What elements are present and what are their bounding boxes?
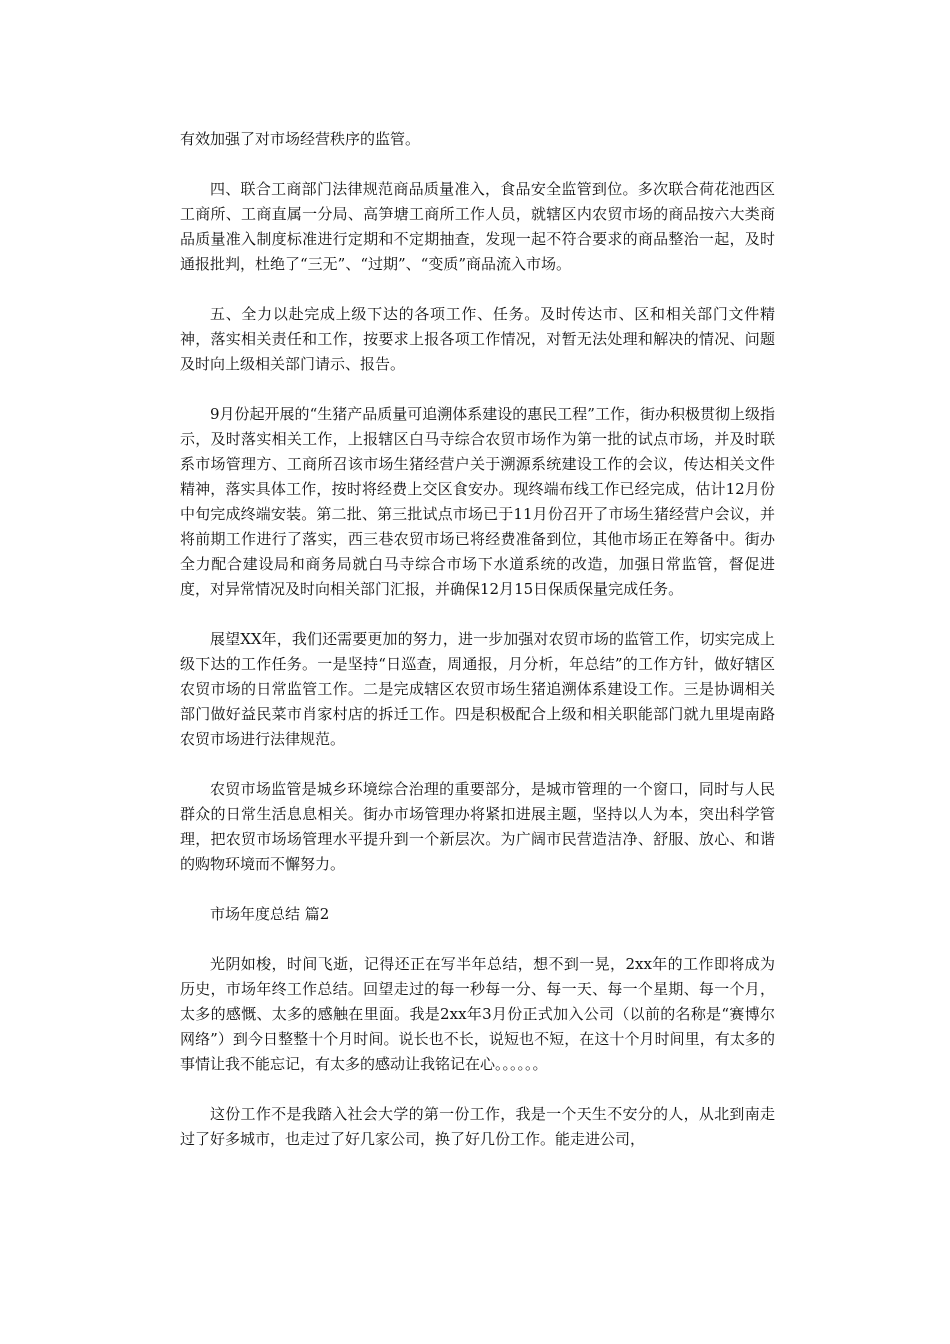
section-heading: 市场年度总结 篇2 — [210, 905, 330, 923]
paragraph-career: 这份工作不是我踏入社会大学的第一份工作，我是一个天生不安分的人，从北到南走过了好多城市，也走过了好几家公司，换了好几份工作。能走进公司， — [180, 1105, 775, 1148]
paragraph-section-five: 五、全力以赴完成上级下达的各项工作、任务。及时传达市、区和相关部门文件精神，落实相关责任和工作，按要求上报各项工作情况，对暂无法处理和解决的情况、问题及时向上级相关部门请示、报告。 — [180, 305, 775, 373]
document-body — [180, 127, 775, 1152]
paragraph-section-four: 四、联合工商部门法律规范商品质量准入，食品安全监管到位。多次联合荷花池西区工商所、工商直属一分局、高笋塘工商所工作人员，就辖区内农贸市场的商品按六大类商品质量准入制度标准进行定期和不定期抽查，发现一起不符合要求的商品整治一起，及时通报批判，杜绝了“三无”、“过期”、“变质”商品流入市场。 — [180, 180, 775, 273]
paragraph-continuation: 有效加强了对市场经营秩序的监管。 — [180, 130, 421, 148]
paragraph-conclusion: 农贸市场监管是城乡环境综合治理的重要部分，是城市管理的一个窗口，同时与人民群众的日常生活息息相关。街办市场管理办将紧扣进展主题，坚持以人为本，突出科学管理，把农贸市场场管理水平提升到一个新层次。为广阔市民营造洁净、舒服、放心、和谐的购物环境而不懈努力。 — [180, 780, 775, 873]
paragraph-intro-part2: 光阴如梭，时间飞逝，记得还正在写半年总结，想不到一晃，2xx年的工作即将成为历史，市场年终工作总结。回望走过的每一秒每一分、每一天、每一个星期、每一个月，太多的感慨、太多的感触在里面。我是2xx年3月份正式加入公司（以前的名称是“赛博尔网络”）到今日整整十个月时间。说长也不长，说短也不短，在这十个月时间里，有太多的事情让我不能忘记，有太多的感动让我铭记在心。。。。。。 — [180, 955, 775, 1073]
paragraph-traceability: 9月份起开展的“生猪产品质量可追溯体系建设的惠民工程”工作，街办积极贯彻上级指示，及时落实相关工作，上报辖区白马寺综合农贸市场作为第一批的试点市场，并及时联系市场管理方、工商所召该市场生猪经营户关于溯源系统建设工作的会议，传达相关文件精神，落实具体工作，按时将经费上交区食安办。现终端布线工作已经完成，估计12月份中旬完成终端安装。第二批、第三批试点市场已于11月份召开了市场生猪经营户会议，并将前期工作进行了落实，西三巷农贸市场已将经费准备到位，其他市场正在筹备中。街办全力配合建设局和商务局就白马寺综合市场下水道系统的改造，加强日常监管，督促进度，对异常情况及时向相关部门汇报，并确保12月15日保质保量完成任务。 — [180, 405, 775, 598]
paragraph-outlook: 展望XX年，我们还需要更加的努力，进一步加强对农贸市场的监管工作，切实完成上级下达的工作任务。一是坚持“日巡查，周通报，月分析，年总结”的工作方针，做好辖区农贸市场的日常监管工作。二是完成辖区农贸市场生猪追溯体系建设工作。三是协调相关部门做好益民菜市肖家村店的拆迁工作。四是积极配合上级和相关职能部门就九里堤南路农贸市场进行法律规范。 — [180, 630, 775, 748]
